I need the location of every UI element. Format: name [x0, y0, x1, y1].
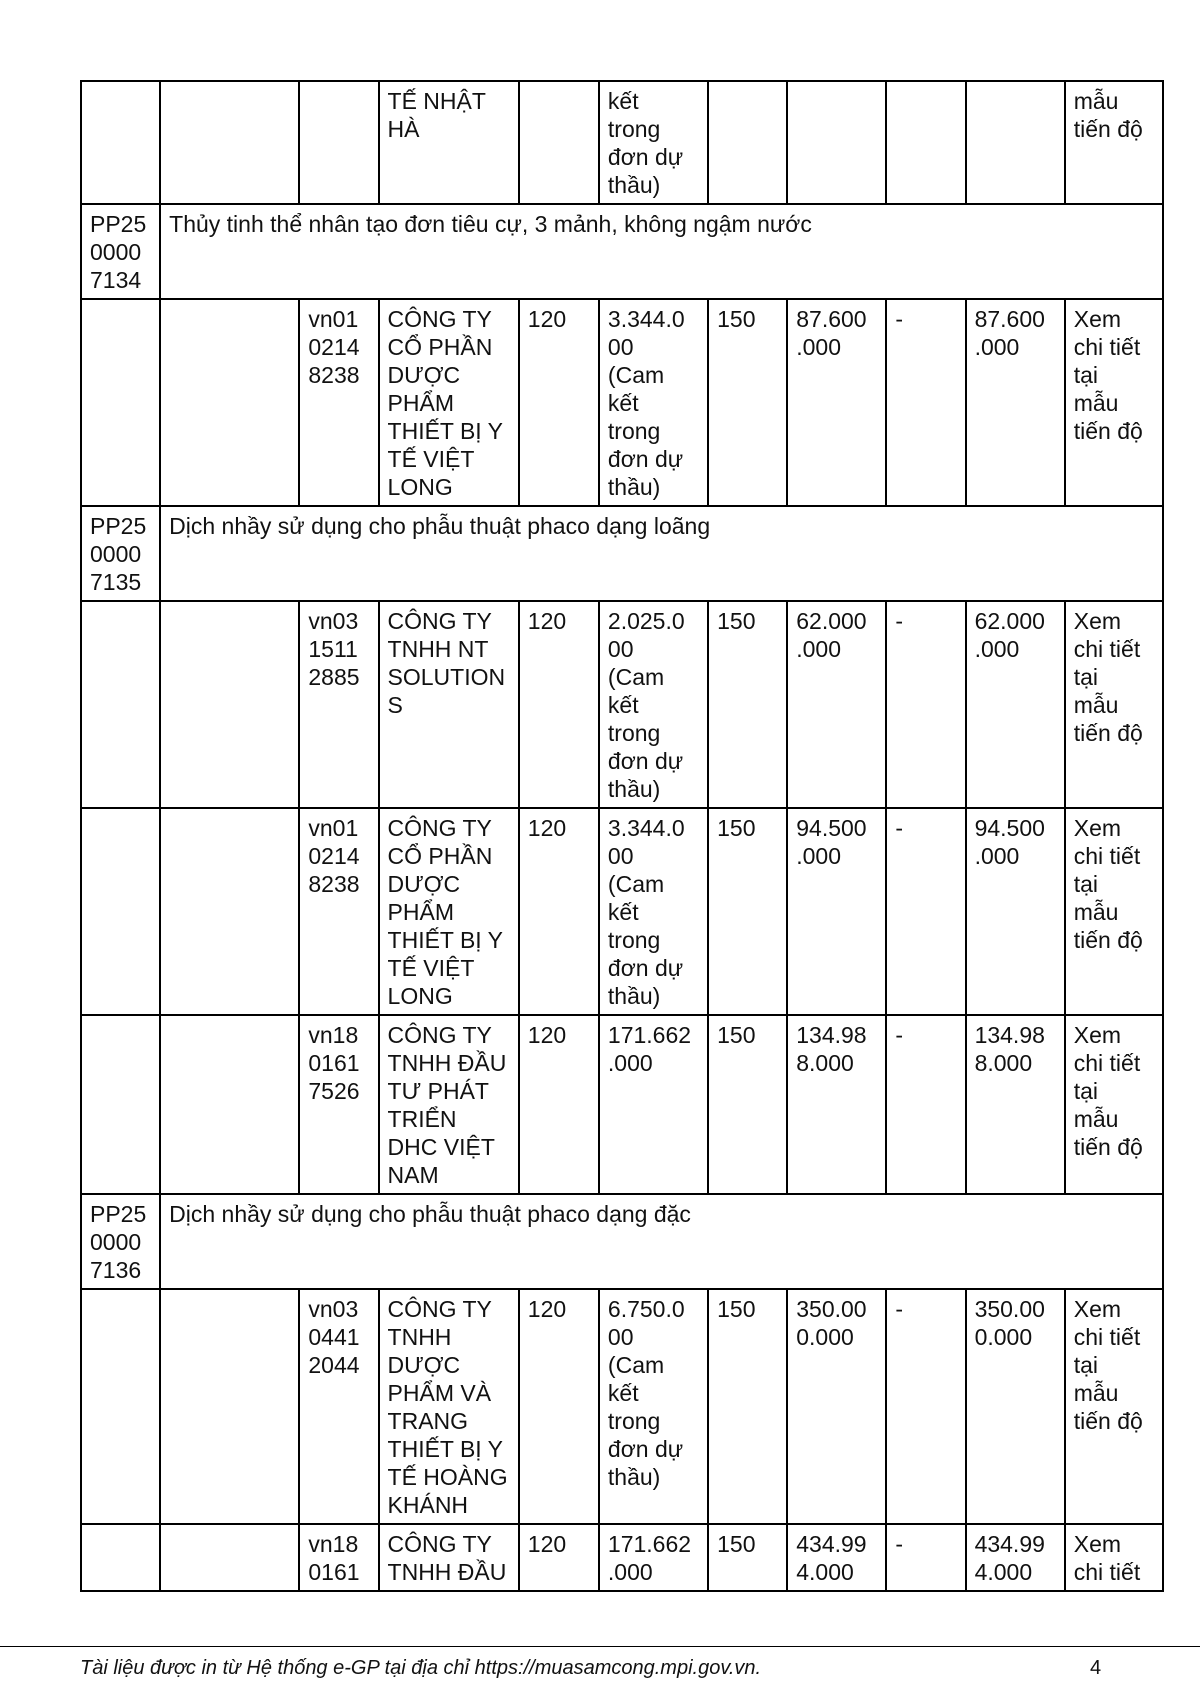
- item-code: PP25 0000 7136: [81, 1194, 160, 1289]
- security-days-cell: 150: [708, 1015, 787, 1194]
- validity-days-cell: [519, 81, 599, 204]
- item-header-row: [81, 506, 1163, 601]
- bidder-row: [81, 808, 1163, 1015]
- security-days-cell: 150: [708, 1289, 787, 1524]
- bid-results-table: [80, 80, 1164, 1592]
- bid-price-cell: 94.500 .000: [787, 808, 886, 1015]
- security-days-cell: 150: [708, 299, 787, 506]
- tax-code-cell: vn18 0161 7526: [299, 1015, 378, 1194]
- item-name-cell: [160, 299, 299, 506]
- bidder-row: [81, 1015, 1163, 1194]
- final-price-cell: 94.500 .000: [966, 808, 1065, 1015]
- bid-price-cell: 87.600 .000: [787, 299, 886, 506]
- tax-code-cell: vn01 0214 8238: [299, 808, 378, 1015]
- validity-days-cell: 120: [519, 1289, 599, 1524]
- item-name: Dịch nhầy sử dụng cho phẫu thuật phaco dạng loãng: [160, 506, 1163, 601]
- discount-cell: [886, 81, 965, 204]
- security-days-cell: 150: [708, 1524, 787, 1591]
- bid-security-cell: kết trong đơn dự thầu): [599, 81, 708, 204]
- bidder-name-cell: CÔNG TY CỔ PHẦN DƯỢC PHẨM THIẾT BỊ Y TẾ VIỆT LONG: [379, 299, 519, 506]
- security-days-cell: 150: [708, 808, 787, 1015]
- bid-security-cell: 171.662 .000: [599, 1015, 708, 1194]
- security-days-cell: 150: [708, 601, 787, 808]
- item-code-cell: [81, 601, 160, 808]
- tax-code-cell: vn01 0214 8238: [299, 299, 378, 506]
- item-code-cell: [81, 808, 160, 1015]
- bid-security-cell: 2.025.0 00 (Cam kết trong đơn dự thầu): [599, 601, 708, 808]
- bidder-name-cell: CÔNG TY TNHH ĐẦU TƯ PHÁT TRIỂN DHC VIỆT NAM: [379, 1015, 519, 1194]
- discount-cell: -: [886, 601, 965, 808]
- validity-days-cell: 120: [519, 299, 599, 506]
- schedule-cell: Xem chi tiết tại mẫu tiến độ: [1065, 1289, 1163, 1524]
- item-code-cell: [81, 1524, 160, 1591]
- bid-price-cell: 62.000 .000: [787, 601, 886, 808]
- final-price-cell: 134.98 8.000: [966, 1015, 1065, 1194]
- item-code: PP25 0000 7135: [81, 506, 160, 601]
- page-number: 4: [1090, 1657, 1102, 1679]
- final-price-cell: 434.99 4.000: [966, 1524, 1065, 1591]
- bidder-name-cell: CÔNG TY TNHH ĐẦU: [379, 1524, 519, 1591]
- bidder-name-cell: CÔNG TY CỔ PHẦN DƯỢC PHẨM THIẾT BỊ Y TẾ VIỆT LONG: [379, 808, 519, 1015]
- validity-days-cell: 120: [519, 1524, 599, 1591]
- bidder-row: [81, 601, 1163, 808]
- item-code-cell: [81, 1015, 160, 1194]
- item-name-cell: [160, 1015, 299, 1194]
- bidder-name-cell: TẾ NHẬT HÀ: [379, 81, 519, 204]
- item-code-cell: [81, 81, 160, 204]
- bidder-name-cell: CÔNG TY TNHH DƯỢC PHẨM VÀ TRANG THIẾT BỊ Y TẾ HOÀNG KHÁNH: [379, 1289, 519, 1524]
- bid-security-cell: 3.344.0 00 (Cam kết trong đơn dự thầu): [599, 808, 708, 1015]
- security-days-cell: [708, 81, 787, 204]
- bid-price-cell: 434.99 4.000: [787, 1524, 886, 1591]
- bid-price-cell: [787, 81, 886, 204]
- item-name-cell: [160, 81, 299, 204]
- bidder-name-cell: CÔNG TY TNHH NT SOLUTION S: [379, 601, 519, 808]
- tax-code-cell: vn03 1511 2885: [299, 601, 378, 808]
- item-code-cell: [81, 1289, 160, 1524]
- validity-days-cell: 120: [519, 808, 599, 1015]
- bid-price-cell: 350.00 0.000: [787, 1289, 886, 1524]
- bid-price-cell: 134.98 8.000: [787, 1015, 886, 1194]
- discount-cell: -: [886, 808, 965, 1015]
- validity-days-cell: 120: [519, 601, 599, 808]
- discount-cell: -: [886, 1289, 965, 1524]
- validity-days-cell: 120: [519, 1015, 599, 1194]
- bid-security-cell: 6.750.0 00 (Cam kết trong đơn dự thầu): [599, 1289, 708, 1524]
- item-name: Dịch nhầy sử dụng cho phẫu thuật phaco dạng đặc: [160, 1194, 1163, 1289]
- tax-code-cell: vn03 0441 2044: [299, 1289, 378, 1524]
- bidder-row: [81, 1289, 1163, 1524]
- item-name: Thủy tinh thể nhân tạo đơn tiêu cự, 3 mảnh, không ngậm nước: [160, 204, 1163, 299]
- final-price-cell: 87.600 .000: [966, 299, 1065, 506]
- item-name-cell: [160, 808, 299, 1015]
- schedule-cell: Xem chi tiết tại mẫu tiến độ: [1065, 1015, 1163, 1194]
- item-code-cell: [81, 299, 160, 506]
- final-price-cell: 62.000 .000: [966, 601, 1065, 808]
- item-name-cell: [160, 601, 299, 808]
- item-name-cell: [160, 1289, 299, 1524]
- schedule-cell: mẫu tiến độ: [1065, 81, 1163, 204]
- footer-divider: [0, 1646, 1200, 1647]
- schedule-cell: Xem chi tiết tại mẫu tiến độ: [1065, 601, 1163, 808]
- schedule-cell: Xem chi tiết tại mẫu tiến độ: [1065, 808, 1163, 1015]
- tax-code-cell: [299, 81, 378, 204]
- final-price-cell: [966, 81, 1065, 204]
- footer-text: Tài liệu được in từ Hệ thống e-GP tại địa chỉ https://muasamcong.mpi.gov.vn.: [80, 1657, 762, 1679]
- item-name-cell: [160, 1524, 299, 1591]
- item-code: PP25 0000 7134: [81, 204, 160, 299]
- bidder-row: [81, 299, 1163, 506]
- tax-code-cell: vn18 0161: [299, 1524, 378, 1591]
- bidder-row: [81, 1524, 1163, 1591]
- discount-cell: -: [886, 299, 965, 506]
- item-header-row: [81, 1194, 1163, 1289]
- schedule-cell: Xem chi tiết: [1065, 1524, 1163, 1591]
- schedule-cell: Xem chi tiết tại mẫu tiến độ: [1065, 299, 1163, 506]
- item-header-row: [81, 204, 1163, 299]
- discount-cell: -: [886, 1015, 965, 1194]
- bid-security-cell: 171.662 .000: [599, 1524, 708, 1591]
- discount-cell: -: [886, 1524, 965, 1591]
- final-price-cell: 350.00 0.000: [966, 1289, 1065, 1524]
- bid-security-cell: 3.344.0 00 (Cam kết trong đơn dự thầu): [599, 299, 708, 506]
- bidder-row: [81, 81, 1163, 204]
